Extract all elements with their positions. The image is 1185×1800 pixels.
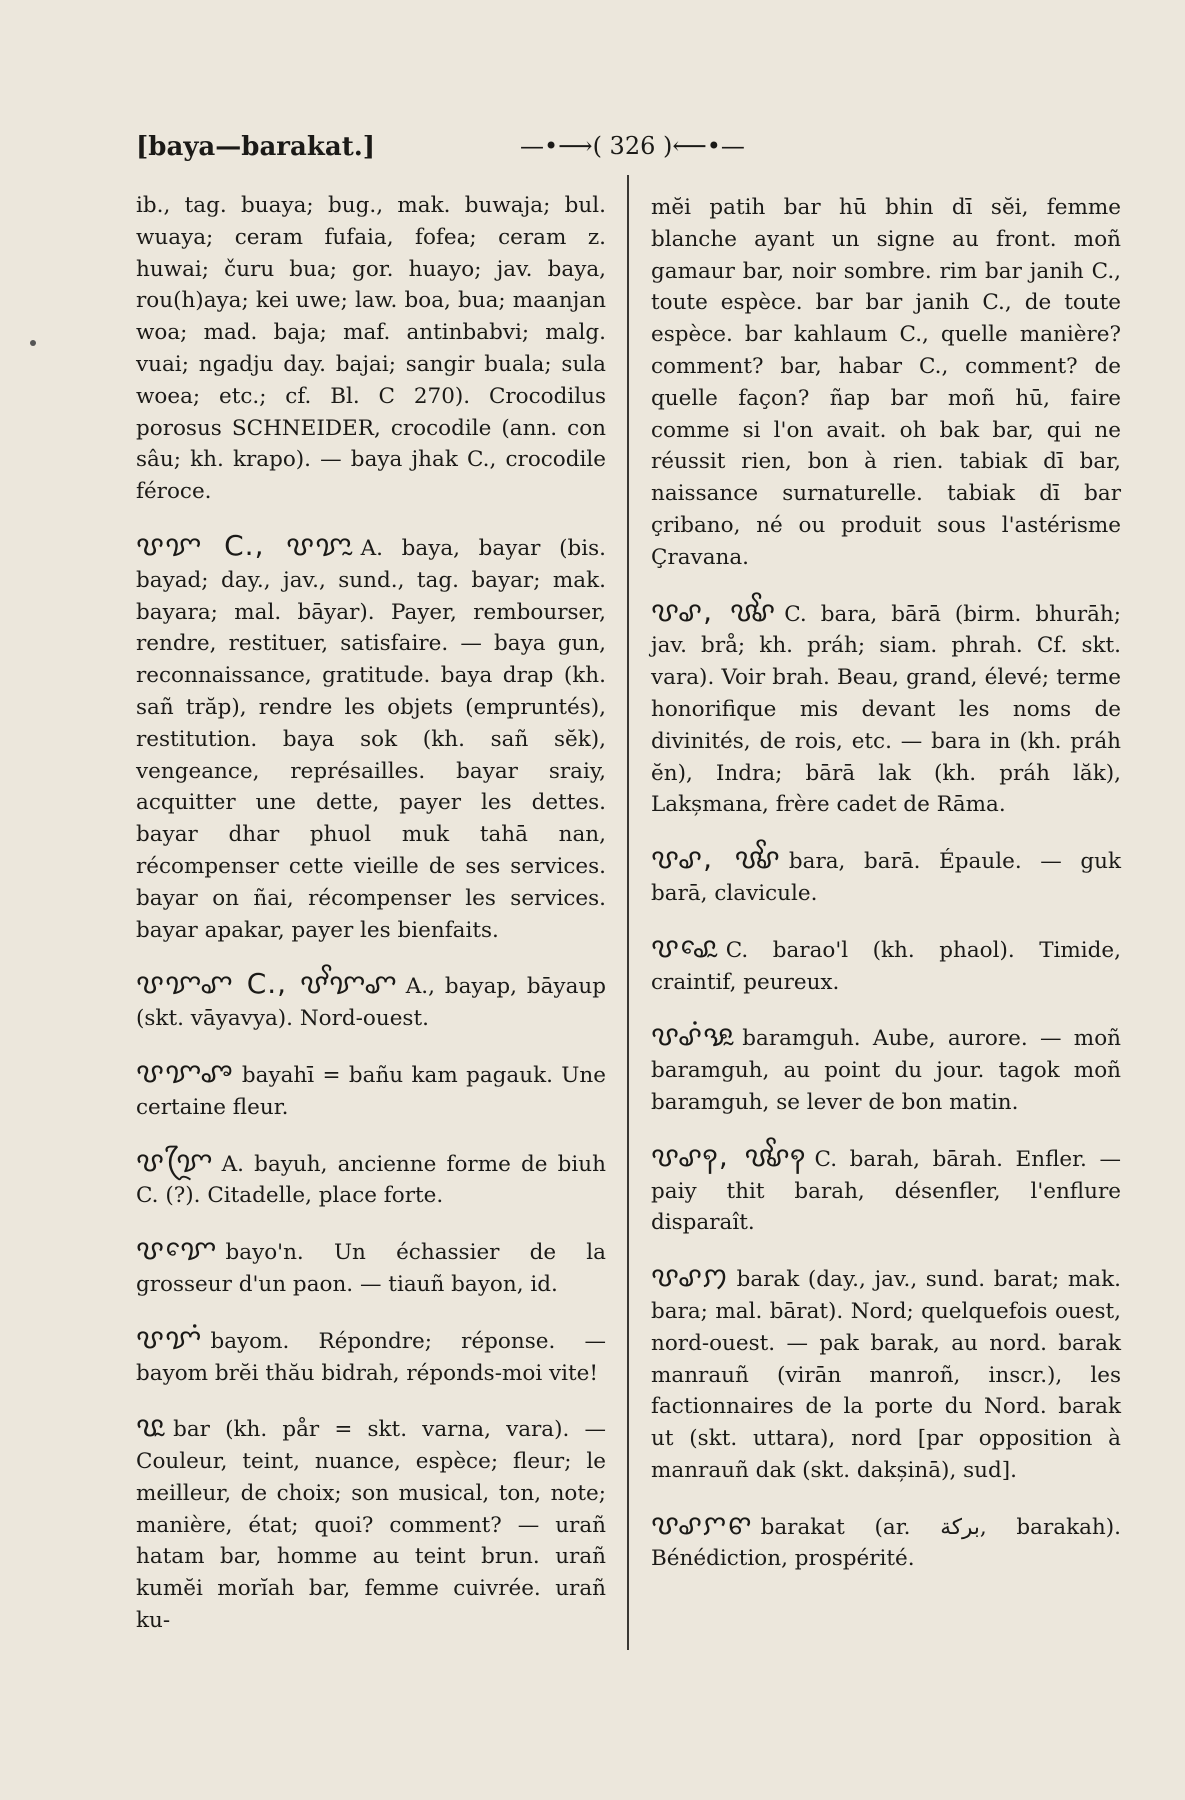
cham-script: ꨝꨣꨆꨓ bbox=[651, 1507, 753, 1541]
cham-script: ꨝꨢꨴ bbox=[136, 1144, 214, 1178]
cham-script: ꨝꨢꨯ bbox=[136, 1233, 218, 1267]
cham-script: ꨝꨣꩌꨊꨭ bbox=[651, 1019, 735, 1053]
entry-bar bbox=[136, 1411, 606, 1637]
cham-script: ꨝꨣꩀ bbox=[651, 1260, 729, 1294]
entry-baraol bbox=[651, 932, 1121, 999]
entry-text: bar (kh. pår = skt. varna, vara). — Couleur, teint, nuance, espèce; fleur; le meilleur, de choix; son musical, ton, note; manière, état; quoi? comment? — urañ hatam bar, homme au teint brun. urañ kumĕi morĭah bar, femme cuivrée. urañ ku- bbox=[136, 1417, 606, 1634]
entry-bara-shoulder bbox=[651, 843, 1121, 910]
cham-script: ꨝꨣꨯꨭ bbox=[651, 930, 718, 964]
entry-text: baramguh. Aube, aurore. — moñ baramguh, au point du jour. tagok moñ baramguh, se lever de bon matin. bbox=[651, 1026, 1121, 1115]
entry-text: barak (day., jav., sund. barat; mak. bara; mal. bārat). Nord; quelquefois ouest, nord-ouest. — pak barak, au nord. barak manrauñ (virān manroñ, inscr.), les factionnaires de la porte du Nord. barak ut (skt. uttara), nord [par opposition à manrauñ dak (skt. dakșinā), sud]. bbox=[651, 1267, 1121, 1483]
entry-text: C. barah, bārah. Enfler. — paiy thit barah, désenfler, l'enflure disparaît. bbox=[651, 1146, 1121, 1236]
entry-bayahi bbox=[136, 1057, 606, 1124]
running-head: [baya—barakat.] bbox=[136, 132, 376, 162]
entry-bara bbox=[651, 596, 1121, 822]
entry-text: C. bara, bārā (birm. bhurāh; jav. brå; kh. práh; siam. phrah. Cf. skt. vara). Voir brah. Beau, grand, élevé; terme honorifique mis devant les noms de divinités, de rois, etc. — bara in (kh. práh ĕn), Indra; bārā lak (kh. práh lăk), Lakșmana, frère cadet de Rāma. bbox=[651, 601, 1121, 818]
entry-bayuh bbox=[136, 1146, 606, 1213]
entry-text: bayahī = bañu kam pagauk. Une certaine fleur. bbox=[136, 1062, 606, 1120]
entry-bayap bbox=[136, 968, 606, 1035]
entry-barak bbox=[651, 1261, 1121, 1487]
entry-text: C. barao'l (kh. phaol). Timide, craintif, peureux. bbox=[651, 937, 1121, 995]
cham-script: ꨝꨢꩌ bbox=[136, 1321, 203, 1355]
cham-script: ꨝꨣꩍ, ꨝꨩꨣꩍ bbox=[651, 1139, 807, 1173]
entry-text: barakat (ar. بركة, barakah). Bénédiction, prospérité. bbox=[651, 1514, 1122, 1572]
entry-bayom bbox=[136, 1323, 606, 1390]
cham-script: ꨝꨢ C., ꨝꨢꨭ bbox=[136, 528, 353, 562]
entry-text: A. bayuh, ancienne forme de biuh C. (?). Citadelle, place forte. bbox=[136, 1151, 606, 1209]
entry-text: bayom. Répondre; réponse. — bayom brĕi thău bidrah, réponds-moi vite! bbox=[136, 1328, 606, 1386]
continued-entry: ib., tag. buaya; bug., mak. buwaja; bul. wuaya; ceram fufaia, fofea; ceram z. huwai; čuru bua; gor. huayo; jav. baya, rou(h)aya; kei uwe; law. boa, bua; maanjan woa; mad. baja; maf. antinbabvi; malg. vuai; ngadju day. bajai; sangir buala; sula woea; etc.; cf. Bl. C 270). Crocodilus porosus SCHNEIDER, crocodile (ann. con sâu; kh. krapo). — baya jhak C., crocodile féroce. bbox=[136, 193, 606, 505]
entry-text: A., bayap, bāyaup (skt. vāyavya). Nord-ouest. bbox=[136, 974, 606, 1032]
left-column bbox=[136, 190, 606, 1659]
entry-text: bayo'n. Un échassier de la grosseur d'un paon. — tiauñ bayon, id. bbox=[136, 1240, 606, 1297]
cham-script: ꨝꨭ bbox=[136, 1410, 166, 1444]
continued-entry: mĕi patih bar hū bhin dī sĕi, femme blanche ayant un signe au front. moñ gamaur bar, noir sombre. rim bar janih C., toute espèce. bar bar janih C., de toute espèce. bar kahlaum C., quelle manière? comment? bar, habar C., comment? de quelle façon? ñap bar moñ hū, faire comme si l'on avait. oh bak bar, qui ne réussit rien, bon à rien. tabiak dī bar, naissance surnaturelle. tabiak dī bar çribano, né ou produit sous l'astérisme Çravana. bbox=[651, 195, 1121, 570]
page-mark bbox=[30, 340, 36, 346]
entry-barah bbox=[651, 1141, 1121, 1239]
entry-text: bara, barā. Épaule. — guk barā, clavicule. bbox=[651, 849, 1121, 906]
entry-baya bbox=[136, 530, 606, 946]
entry-bayon bbox=[136, 1234, 606, 1301]
right-column bbox=[651, 192, 1121, 1597]
cham-script: ꨝꨣ, ꨝꨩꨣ bbox=[651, 842, 781, 876]
entry-barakat bbox=[651, 1509, 1121, 1576]
cham-script: ꨝꨢꨚ C., ꨝꨩꨢꨚ bbox=[136, 967, 398, 1001]
cham-script: ꨝꨣ, ꨝꨩꨣ bbox=[651, 594, 777, 628]
entry-baramguh bbox=[651, 1020, 1121, 1118]
cham-script: ꨝꨢꨨ bbox=[136, 1055, 234, 1089]
entry-text: A. baya, bayar (bis. bayad; day., jav., sund., tag. bayar; mak. bayara; mal. bāyar). Payer, rembourser, rendre, restituer, satisfaire. — baya gun, reconnaissance, gratitude. baya drap (kh. sañ trăp), rendre les objets (empruntés), restitution. baya sok (kh. sañ sĕk), vengeance, représailles. bayar sraiy, acquitter une dette, payer les dettes. bayar dhar phuol muk tahā nan, récompenser cette vieille de ses services. bayar on ñai, récompenser les services. bayar apakar, payer les bienfaits. bbox=[136, 535, 606, 943]
page-number: —•⟶( 326 )⟵•— bbox=[520, 132, 745, 160]
column-divider bbox=[627, 175, 629, 1650]
